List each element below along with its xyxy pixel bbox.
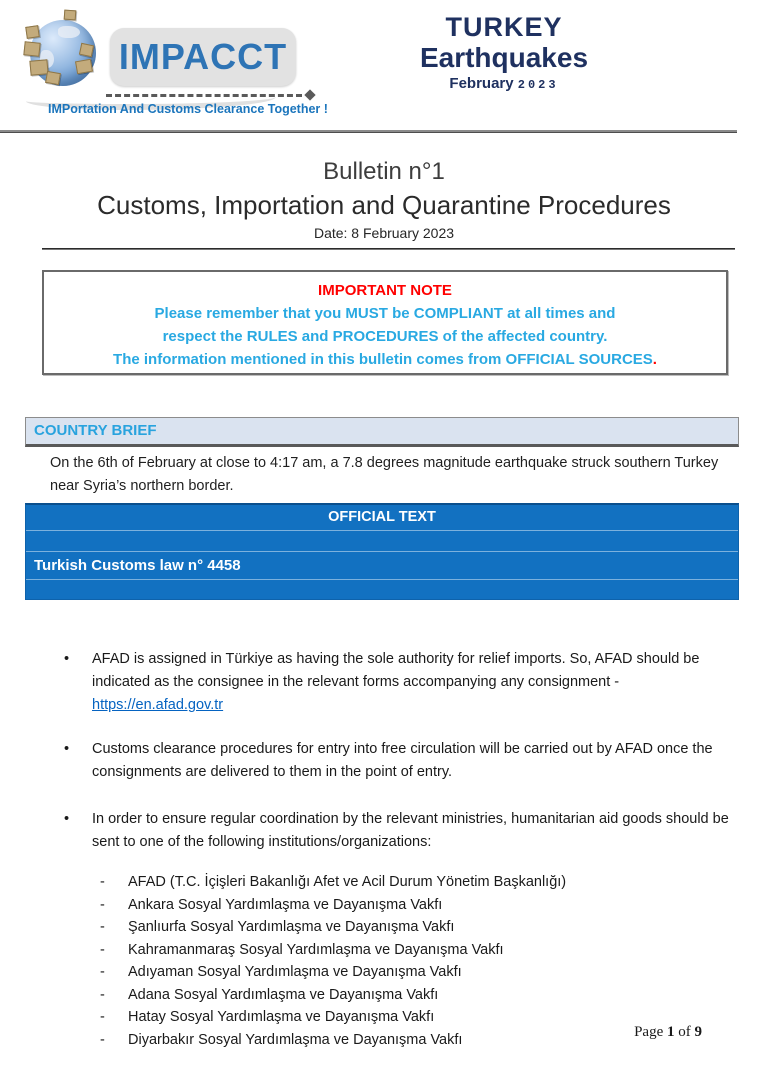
logo-wordmark: IMPACCT	[118, 36, 288, 77]
masthead-subject: Earthquakes	[419, 42, 589, 73]
dash-marker: -	[100, 1009, 105, 1025]
footer-word-page: Page	[634, 1024, 664, 1040]
organization-name: Kahramanmaraş Sosyal Yardımlaşma ve Dayanışma Vakfı	[128, 941, 504, 958]
bullet-item-afad-authority	[64, 648, 730, 717]
dash-marker: -	[100, 1031, 105, 1048]
organization-name: Adıyaman Sosyal Yardımlaşma ve Dayanışma Vakfı	[128, 964, 462, 980]
important-note-line	[44, 348, 726, 371]
bullet-text: In order to ensure regular coordination by the relevant ministries, humanitarian aid goods should be sent to one of the following institutions/organizations:	[92, 811, 729, 850]
afad-link[interactable]: https://en.afad.gov.tr	[92, 697, 224, 713]
list-item	[100, 984, 730, 1007]
dash-marker: -	[100, 896, 105, 913]
bullet-marker: •	[64, 651, 70, 667]
bullet-item-customs-clearance	[64, 738, 730, 784]
cargo-crate-icon	[25, 25, 40, 39]
bullet-item-coordination	[64, 808, 730, 854]
logo-dash-endcap	[304, 89, 315, 100]
document-date: Date: 8 February 2023	[313, 225, 455, 241]
bullet-text: AFAD is assigned in Türkiye as having the sole authority for relief imports. So, AFAD should be indicated as the consignee in the relevant forms accompanying any consignment -	[92, 651, 700, 690]
organization-name: Adana Sosyal Yardımlaşma ve Dayanışma Vakfı	[128, 986, 439, 1003]
bulletin-number: Bulletin n°1	[323, 158, 445, 185]
masthead-country: TURKEY	[445, 12, 563, 42]
important-note-period: .	[652, 351, 657, 368]
cargo-crate-icon	[64, 10, 77, 21]
masthead-year: 2023	[517, 78, 559, 92]
organization-name: Ankara Sosyal Yardımlaşma ve Dayanışma Vakfı	[128, 896, 443, 913]
important-note-line: Please remember that you MUST be COMPLIANT at all times and	[154, 305, 616, 322]
organization-name: Diyarbakır Sosyal Yardımlaşma ve Dayanışma Vakfı	[128, 1031, 463, 1048]
impacct-logo	[24, 10, 328, 120]
customs-law-title: Turkish Customs law n° 4458	[26, 552, 738, 580]
globe-landmass	[58, 26, 80, 38]
dash-marker: -	[100, 986, 105, 1003]
footer-total-pages: 9	[694, 1024, 702, 1040]
list-item	[100, 916, 730, 939]
list-item	[100, 871, 730, 894]
dash-marker: -	[100, 919, 105, 935]
important-note-line: respect the RULES and PROCEDURES of the affected country.	[162, 328, 608, 345]
important-note-box	[42, 270, 728, 375]
logo-tagline: IMPortation And Customs Clearance Together !	[48, 102, 328, 116]
important-note-heading: IMPORTANT NOTE	[318, 282, 452, 299]
important-note-line-text: The information mentioned in this bulletin comes from OFFICIAL SOURCES	[113, 351, 653, 368]
bullet-marker: •	[64, 811, 70, 827]
list-item	[100, 961, 730, 984]
header-divider-rule	[0, 130, 737, 133]
page-title: Customs, Importation and Quarantine Procedures	[97, 190, 671, 220]
footer-word-of: of	[678, 1024, 691, 1040]
bullet-section	[64, 648, 730, 1051]
masthead-month: February	[449, 75, 514, 92]
country-brief-body: On the 6th of February at close to 4:17 am, a 7.8 degrees magnitude earthquake struck southern Turkey near Syria’s northern border.	[50, 455, 719, 494]
official-text-spacer-row	[26, 580, 738, 600]
list-item	[100, 894, 730, 917]
official-text-heading: OFFICIAL TEXT	[26, 505, 738, 531]
cargo-crate-icon	[45, 71, 61, 85]
list-item	[100, 939, 730, 962]
bullet-text: Customs clearance procedures for entry into free circulation will be carried out by AFAD once the consignments are delivered to them in the point of entry.	[92, 741, 713, 780]
cargo-crate-icon	[79, 43, 94, 57]
page-number-footer	[634, 1024, 702, 1041]
cargo-crate-icon	[23, 41, 40, 57]
dash-marker: -	[100, 874, 105, 890]
bullet-marker: •	[64, 741, 70, 757]
title-block	[0, 156, 768, 244]
masthead-date	[378, 74, 630, 95]
logo-plate	[110, 28, 296, 86]
dash-marker: -	[100, 964, 105, 980]
organization-name: Şanlıurfa Sosyal Yardımlaşma ve Dayanışma Vakfı	[128, 919, 455, 935]
cargo-crate-icon	[75, 59, 93, 75]
dash-marker: -	[100, 941, 105, 958]
country-brief-heading: COUNTRY BRIEF	[25, 417, 739, 447]
organization-name: AFAD (T.C. İçişleri Bakanlığı Afet ve Acil Durum Yönetim Başkanlığı)	[128, 874, 567, 890]
official-text-spacer-row	[26, 531, 738, 552]
organization-name: Hatay Sosyal Yardımlaşma ve Dayanışma Vakfı	[128, 1009, 435, 1025]
logo-dashed-line	[106, 94, 302, 97]
masthead	[378, 12, 630, 95]
official-text-table	[25, 503, 739, 600]
title-divider-rule	[42, 248, 735, 250]
footer-page-number: 1	[667, 1024, 675, 1040]
